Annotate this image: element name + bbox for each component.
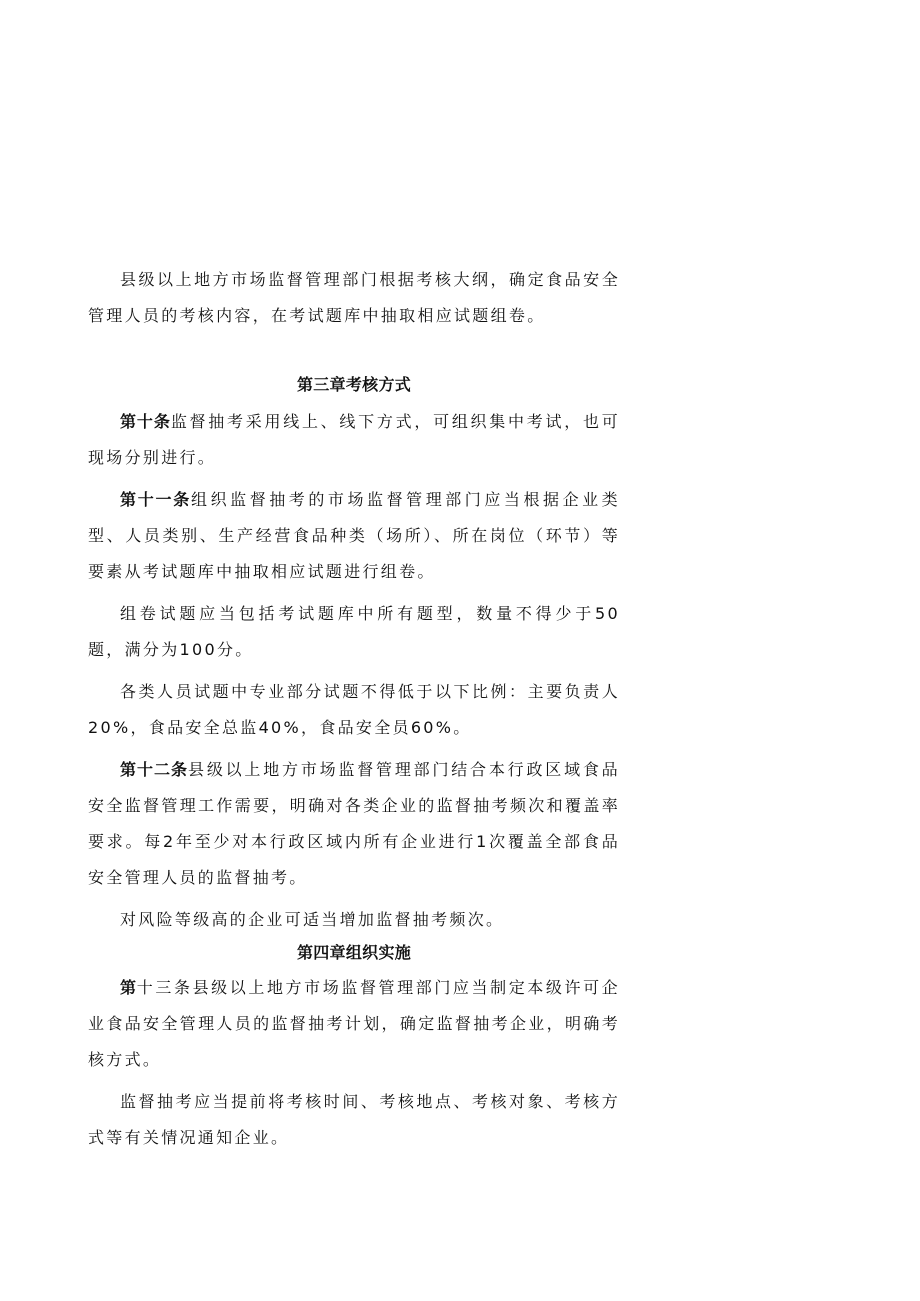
article-12-label: 第十二条 [120,760,189,779]
chapter-heading-4: 第四章组织实施 [296,943,412,962]
article-10-text: 监督抽考采用线上、线下方式，可组织集中考试，也可现场分别进行。 [88,412,620,467]
chapter-heading-3: 第三章考核方式 [296,375,412,394]
article-13-label: 第 [120,978,137,997]
article-12 [88,752,620,896]
article-11 [88,482,620,590]
paragraph-risk: 对风险等级高的企业可适当增加监督抽考频次。 [120,910,505,929]
paragraph-notice: 监督抽考应当提前将考核时间、考核地点、考核对象、考核方式等有关情况通知企业。 [88,1092,620,1147]
article-10-label: 第十条 [120,412,171,431]
document-body [88,262,620,1156]
paragraph-ratio: 各类人员试题中专业部分试题不得低于以下比例：主要负责人20%，食品安全总监40%，食品安全员60%。 [88,682,620,737]
article-12-text: 县级以上地方市场监督管理部门结合本行政区域食品安全监督管理工作需要，明确对各类企业的监督抽考频次和覆盖率要求。每2年至少对本行政区域内所有企业进行1次覆盖全部食品安全管理人员的监督抽考。 [88,760,620,887]
paragraph-question-count: 组卷试题应当包括考试题库中所有题型，数量不得少于50题，满分为100分。 [88,604,620,659]
article-11-label: 第十一条 [120,490,192,509]
article-11-text: 组织监督抽考的市场监督管理部门应当根据企业类型、人员类别、生产经营食品种类（场所）、所在岗位（环节）等要素从考试题库中抽取相应试题进行组卷。 [88,490,620,581]
article-10 [88,404,620,476]
article-13 [88,970,620,1078]
paragraph-exam-content: 县级以上地方市场监督管理部门根据考核大纲，确定食品安全管理人员的考核内容，在考试题库中抽取相应试题组卷。 [88,270,620,325]
article-13-text: 十三条县级以上地方市场监督管理部门应当制定本级许可企业食品安全管理人员的监督抽考计划，确定监督抽考企业，明确考核方式。 [88,978,620,1069]
